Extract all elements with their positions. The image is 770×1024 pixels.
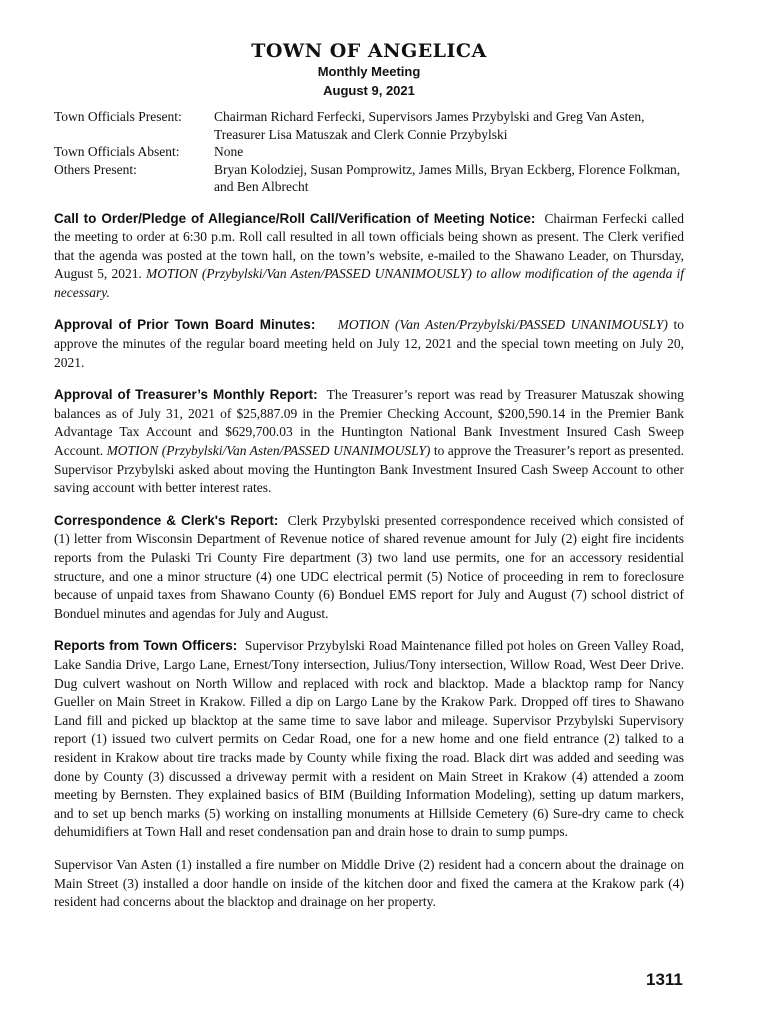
call-to-order-heading: Call to Order/Pledge of Allegiance/Roll Call/Verification of Meeting Notice: [54, 210, 536, 226]
others-present-label: Others Present: [54, 161, 137, 177]
officials-present-label: Town Officials Present: [54, 109, 182, 124]
officials-present-row [54, 108, 684, 143]
correspondence-paragraph [54, 512, 684, 624]
others-present-row [54, 161, 684, 196]
treasurer-motion: MOTION (Przybylski/Van Asten/PASSED UNANIMOUSLY) [106, 443, 431, 459]
treasurer-paragraph [54, 386, 684, 498]
prior-minutes-heading: Approval of Prior Town Board Minutes: [54, 317, 316, 333]
correspondence-heading: Correspondence & Clerk's Report: [54, 512, 279, 528]
page-number: 1311 [646, 970, 683, 989]
reports-text: Supervisor Przybylski Road Maintenance filled pot holes on Green Valley Road, Lake Sandia Drive, Largo Lane, Ernest/Tony intersection, Julius/Tony intersection, Willow Road, West Deer Drive. Dug culvert washout on North Willow and replaced with rock and blacktop. Made a blacktop ramp for Nancy Gueller on Main Street in Krakow. Filled a dip on Largo Lane by the Krakow Park. Dropped off tires to Shawano Land fill and picked up blacktop at the same time to save labor and mileage. Supervisor Przybylski Supervisory report (1) issued two culvert permits on Cedar Road, one for a new home and one field entrance (2) talked to a resident in Krakow about tire tracks made by County while fixing the road. Black dirt was added and seeding was done by County (3) discussed a driveway permit with a resident on Main Street in Krakow (4) attended a zoom meeting by Bernsten. They explained basics of BIM (Building Information Modeling), setting up datum markers, and to set up bench marks (5) working on installing monuments at Hillside Cemetery (6) Sure-dry came to check dehumidifiers at Town Hall and reset condensation pan and drain hose to drain to sump pumps. [54, 638, 685, 840]
treasurer-text-2: to approve the Treasurer’s report as presented. Supervisor Przybylski asked about moving the Huntington Bank Investment Insured Cash Sweep Account to other saving account with better interest rates. [54, 443, 685, 496]
correspondence-text: Clerk Przybylski presented correspondence received which consisted of (1) letter from Wisconsin Department of Revenue notice of shared revenue amount for July (2) eight fire incidents reports from the Pulaski Tri County Fire department (3) two land use permits, one for an accessory residential structure, and one a minor structure (4) one UDC electrical permit (5) Notice of proceeding in rem to foreclosure because of unpaid taxes from Shawano County (6) Bonduel EMS report for July and August (7) school district of Bonduel minutes and agendas for July and August. [54, 512, 685, 621]
officials-absent-value: None [214, 144, 244, 159]
officials-present-value: Chairman Richard Ferfecki, Supervisors James Przybylski and Greg Van Asten, Treasurer Lisa Matuszak and Clerk Connie Przybylski [214, 109, 645, 142]
meeting-title: Monthly Meeting [317, 64, 421, 79]
prior-minutes-motion: MOTION (Van Asten/Przybylski/PASSED UNANIMOUSLY) [337, 317, 668, 333]
prior-minutes-text: to approve the minutes of the regular board meeting held on July 12, 2021 and the special town meeting on July 20, 2021. [54, 317, 685, 370]
document-page [54, 40, 684, 926]
others-present-value: Bryan Kolodziej, Susan Pomprowitz, James Mills, Bryan Eckberg, Florence Folkman, and Ben Albrecht [214, 161, 681, 194]
meeting-date: August 9, 2021 [323, 83, 415, 98]
call-to-order-text: Chairman Ferfecki called the meeting to order at 6:30 p.m. Roll call resulted in all town officials being shown as present. The Clerk verified that the agenda was posted at the town hall, on the town’s website, e-mailed to the Shawano Leader, on Thursday, August 5, 2021. [54, 210, 684, 282]
officials-block [54, 108, 684, 196]
treasurer-heading: Approval of Treasurer’s Monthly Report: [54, 387, 318, 403]
officials-absent-label: Town Officials Absent: [54, 144, 180, 159]
van-asten-paragraph [54, 856, 684, 912]
prior-minutes-paragraph [54, 316, 684, 372]
van-asten-text: Supervisor Van Asten (1) installed a fire number on Middle Drive (2) resident had a concern about the drainage on Main Street (3) installed a door handle on inside of the kitchen door and fixed the camera at the Krakow park (4) resident had concerns about the blacktop and drainage on her property. [54, 856, 684, 910]
reports-heading: Reports from Town Officers: [54, 638, 238, 654]
treasurer-text-1: The Treasurer’s report was read by Treasurer Matuszak showing balances as of July 31, 2021 of $25,887.09 in the Premier Checking Account, $200,590.14 in the Premier Bank Advantage Tax Account and $629,700.03 in the Huntington National Bank Investment Insured Cash Sweep Account. [54, 387, 684, 459]
town-title: TOWN OF ANGELICA [251, 40, 487, 62]
call-to-order-paragraph [54, 210, 684, 303]
reports-paragraph [54, 637, 684, 842]
officials-absent-row [54, 143, 684, 161]
call-to-order-motion: MOTION (Przybylski/Van Asten/PASSED UNANIMOUSLY) to allow modification of the agenda if necessary. [54, 266, 684, 300]
